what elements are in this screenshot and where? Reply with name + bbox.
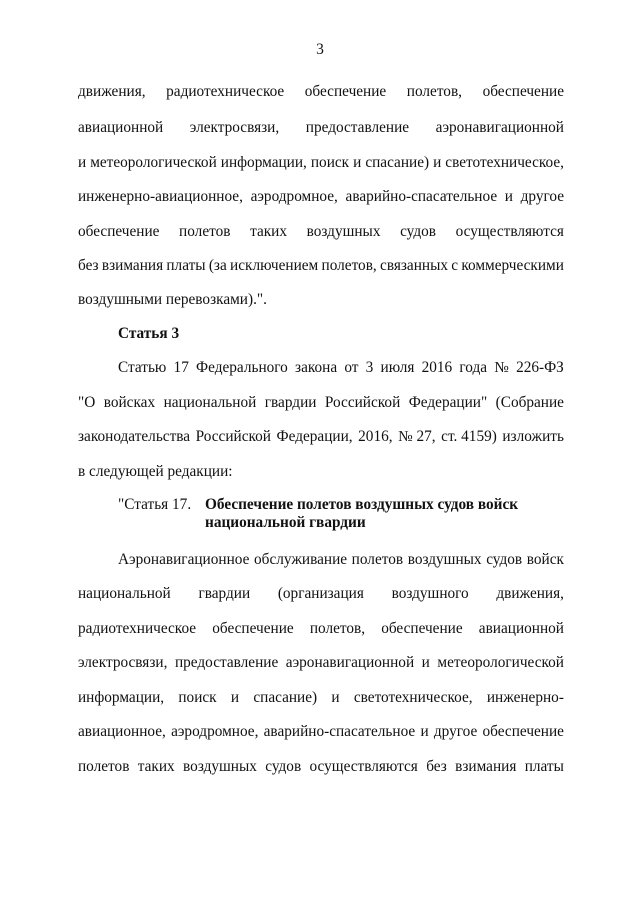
word: радиотехническое [78, 620, 197, 637]
paragraph-line [78, 689, 564, 707]
paragraph-line: в следующей редакции: [78, 463, 233, 480]
word: поиск [310, 154, 350, 171]
word: аэронавигационной [435, 119, 564, 136]
word: 226-ФЗ [516, 359, 564, 376]
paragraph-line [118, 359, 564, 377]
word: платы [166, 257, 206, 274]
paragraph-line [118, 551, 564, 569]
word: и [433, 154, 442, 171]
paragraph-line [78, 154, 564, 172]
paragraph-line [78, 585, 564, 603]
word: полетов [78, 758, 130, 775]
word: Российской [324, 394, 401, 411]
word: без [78, 257, 99, 274]
word: аэронавигационной [285, 654, 415, 671]
word: национальной [78, 585, 171, 602]
word: воздушных [183, 758, 257, 775]
word: радиотехническое [166, 83, 285, 100]
word: светотехническое, [353, 689, 473, 706]
word: "О [78, 394, 96, 411]
word: полетов, [406, 83, 463, 100]
word: (Собрание [495, 394, 564, 411]
word: светотехническое, [445, 154, 564, 171]
quoted-article-title-line: Обеспечение полетов воздушных судов войск [205, 496, 519, 513]
paragraph-line [78, 394, 564, 412]
word: обеспечение [304, 83, 387, 100]
word: войсках [103, 394, 156, 411]
word: полетов, [321, 257, 377, 274]
word: национальной [163, 394, 257, 411]
word: 3 [365, 359, 374, 376]
word: аварийно-спасательное [345, 188, 498, 205]
word: таких [250, 223, 288, 240]
word: полетов, [309, 620, 366, 637]
word: связанных [380, 257, 449, 274]
word: исключением [230, 257, 319, 274]
word: (за [208, 257, 227, 274]
word: Статью [118, 359, 167, 376]
word: закона [295, 359, 338, 376]
word: Российской [195, 428, 271, 445]
article-heading: Статья 3 [118, 325, 180, 342]
paragraph-line [78, 188, 564, 206]
word: предоставление [174, 654, 279, 671]
word: Федерации, [276, 428, 353, 445]
word: обеспечение [78, 223, 160, 240]
word: гвардии [198, 585, 251, 602]
word: и [78, 154, 87, 171]
word: обслуживание [254, 551, 348, 568]
word: осуществляются [455, 223, 564, 240]
paragraph-line [78, 257, 564, 275]
word: другое [433, 723, 478, 740]
word: аэродромное, [250, 188, 338, 205]
word: гвардии [264, 394, 317, 411]
word: 2016, [358, 428, 393, 445]
word: законодательства [78, 428, 191, 445]
word: № 27, [398, 428, 436, 445]
word: 2016 [421, 359, 453, 376]
word: № [494, 359, 509, 376]
word: судов [400, 223, 437, 240]
word: и [421, 654, 430, 671]
word: полетов [351, 551, 404, 568]
word: движения, [78, 83, 146, 100]
word: года [459, 359, 488, 376]
word: электросвязи, [78, 654, 168, 671]
word: метеорологической [90, 154, 217, 171]
word: судов [486, 551, 523, 568]
word: авиационной [78, 119, 164, 136]
word: полетов [179, 223, 231, 240]
word: и [420, 723, 429, 740]
quoted-article-title-line: национальной гвардии [205, 514, 366, 531]
word: 17 [173, 359, 189, 376]
word: обеспечение [212, 620, 294, 637]
word: инженерно-авиационное, [78, 188, 243, 205]
word: Федерального [196, 359, 288, 376]
word: ст. 4159) [441, 428, 497, 445]
word: (организация [277, 585, 364, 602]
word: Аэронавигационное [118, 551, 250, 568]
word: спасание) [365, 154, 430, 171]
word: июля [380, 359, 415, 376]
word: информации, [78, 689, 165, 706]
word: взимания [101, 257, 164, 274]
word: от [344, 359, 359, 376]
word: платы [524, 758, 564, 775]
paragraph-line [78, 758, 564, 776]
word: обеспечение [381, 620, 463, 637]
word: и [230, 689, 240, 706]
word: поиск [178, 689, 217, 706]
word: движения, [496, 585, 564, 602]
word: спасание) [253, 689, 318, 706]
word: электросвязи, [189, 119, 280, 136]
word: информации, [220, 154, 307, 171]
paragraph-line [78, 428, 564, 446]
page-number: 3 [316, 41, 324, 58]
word: авиационной [478, 620, 564, 637]
word: воздушных [407, 551, 482, 568]
quoted-article-number: "Статья 17. [118, 496, 192, 513]
paragraph-line [78, 83, 564, 101]
paragraph-line [78, 119, 564, 137]
word: войск [526, 551, 564, 568]
word: обеспечение [482, 83, 564, 100]
word: авиационное, [78, 723, 166, 740]
word: без [426, 758, 447, 775]
word: коммерческими [461, 257, 564, 274]
word: и [331, 689, 340, 706]
word: инженерно- [486, 689, 564, 706]
word: аэродромное, [171, 723, 259, 740]
word: и [504, 188, 513, 205]
word: и [353, 154, 362, 171]
word: аварийно-спасательное [263, 723, 416, 740]
word: другое [520, 188, 564, 205]
paragraph-line [78, 223, 564, 241]
word: предоставление [305, 119, 410, 136]
word: с [451, 257, 459, 274]
word: таких [137, 758, 175, 775]
paragraph-line [78, 723, 564, 741]
paragraph-line [78, 620, 564, 638]
paragraph-line: воздушными перевозками).". [78, 291, 267, 308]
word: воздушного [391, 585, 469, 602]
paragraph-line [78, 654, 564, 672]
word: метеорологической [437, 654, 564, 671]
word: Федерации" [408, 394, 488, 411]
word: судов [265, 758, 302, 775]
word: изложить [502, 428, 564, 445]
word: обеспечение [482, 723, 564, 740]
word: осуществляются [309, 758, 418, 775]
word: взимания [455, 758, 517, 775]
word: воздушных [306, 223, 381, 240]
